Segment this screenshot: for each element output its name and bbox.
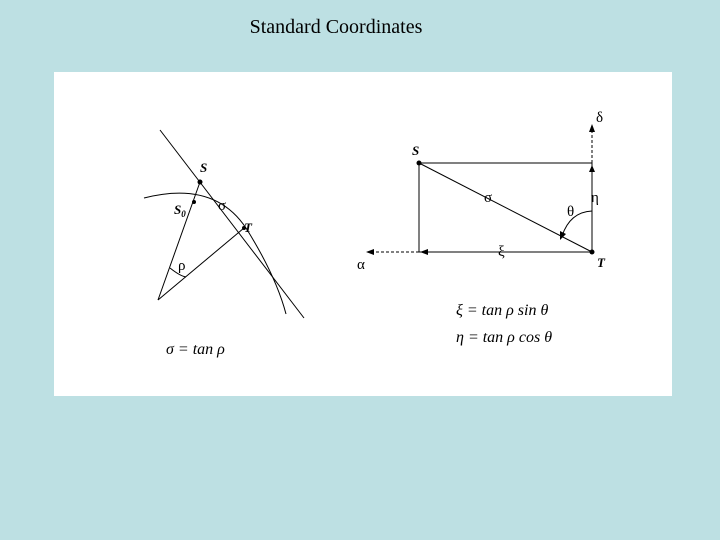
right-diagram xyxy=(357,110,606,346)
label-S0: $S_0$ xyxy=(174,202,186,219)
coordinates-figure xyxy=(54,72,672,396)
label-delta: δ xyxy=(596,110,604,126)
label-eta: η xyxy=(591,190,599,206)
formula-eta: η = tan ρ cos θ xyxy=(456,329,553,346)
label-T-left: T xyxy=(244,220,252,235)
label-alpha: α xyxy=(357,257,365,273)
figure-panel xyxy=(54,72,672,396)
label-S-left: S xyxy=(200,160,208,175)
eta-arrow xyxy=(589,165,595,172)
left-diagram xyxy=(144,130,304,358)
tangent-line xyxy=(160,130,304,318)
label-T-right: T xyxy=(597,255,605,270)
formula-xi: ξ = tan ρ sin θ xyxy=(456,302,549,319)
label-theta: θ xyxy=(567,204,575,220)
xi-arrow xyxy=(420,249,428,255)
label-sigma-right: σ xyxy=(484,190,493,206)
point-S-dot-right xyxy=(417,161,422,166)
slide-title: Standard Coordinates xyxy=(249,16,423,38)
delta-arrow xyxy=(589,124,595,132)
point-S0-dot xyxy=(192,200,196,204)
label-xi: ξ xyxy=(498,244,505,260)
sphere-arc xyxy=(144,193,286,314)
label-rho: ρ xyxy=(178,258,186,274)
formula-sigma-tan-rho: σ = tan ρ xyxy=(166,341,225,358)
label-sigma-left: σ xyxy=(218,198,227,214)
point-S-dot xyxy=(198,180,203,185)
alpha-arrow xyxy=(366,249,374,255)
point-T-dot-right xyxy=(590,250,595,255)
label-S-right: S xyxy=(412,143,420,158)
